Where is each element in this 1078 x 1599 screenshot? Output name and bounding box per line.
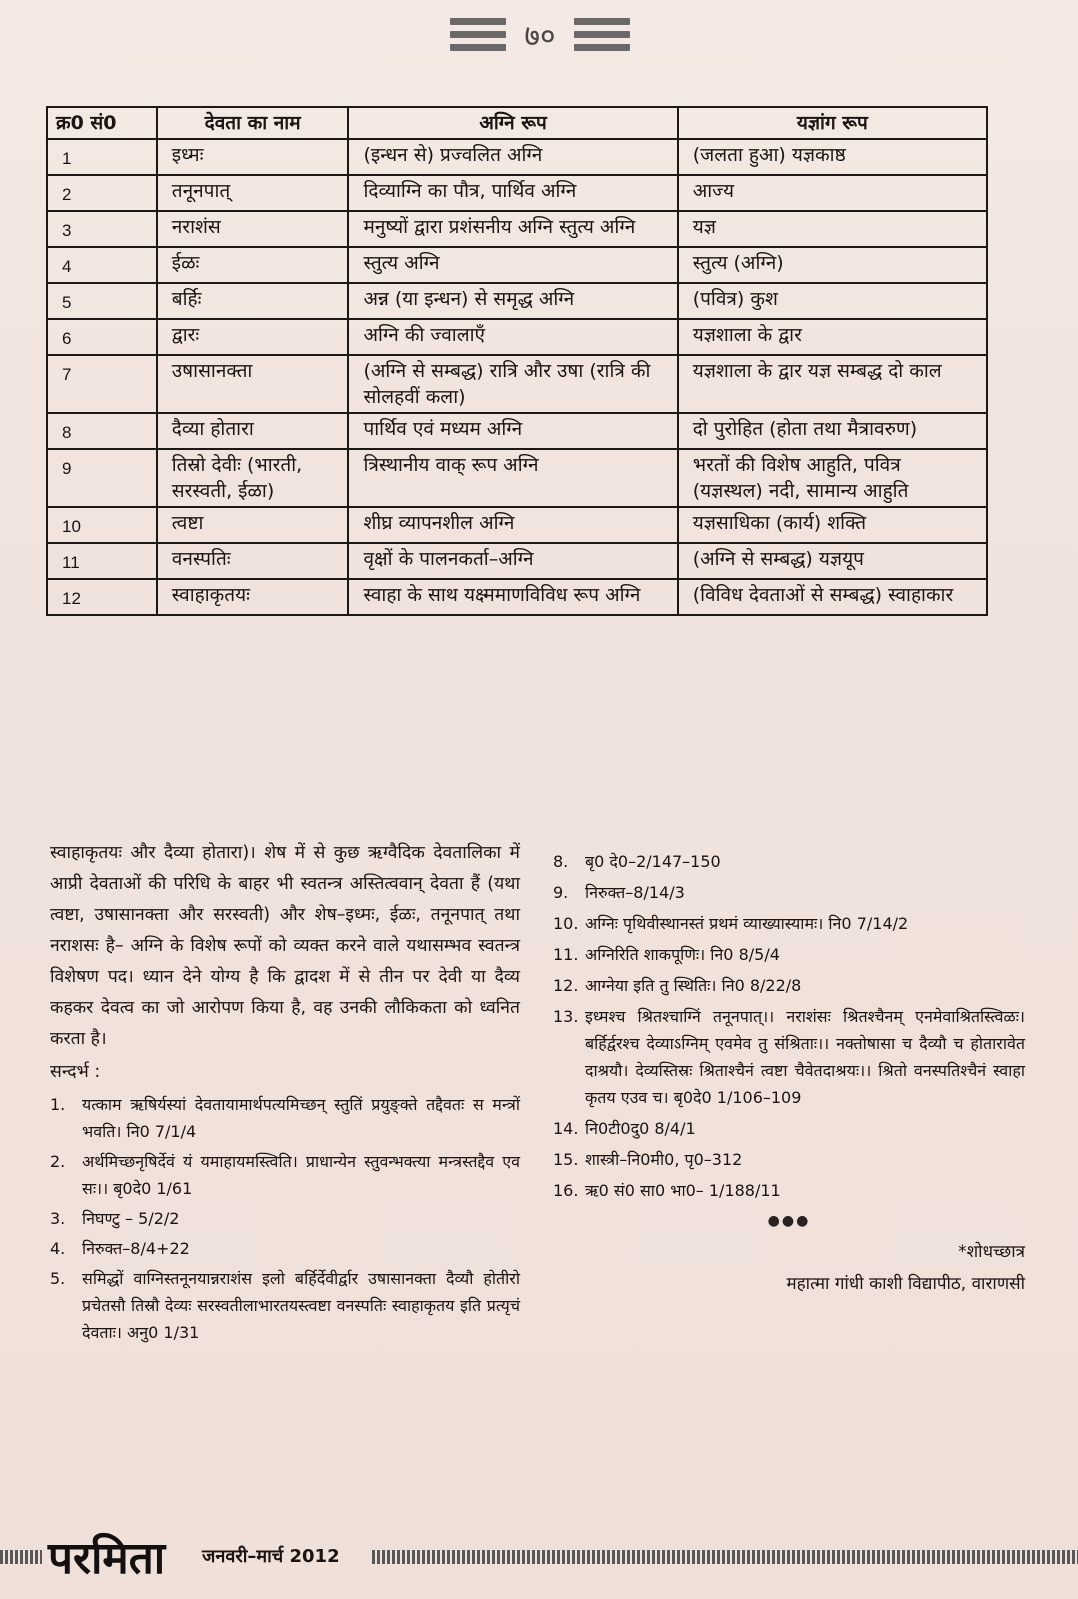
cell-yajna-form: (विविध देवताओं से सम्बद्ध) स्वाहाकार <box>678 579 987 615</box>
reference-number: 14. <box>553 1119 579 1138</box>
cell-serial: 12 <box>47 579 157 615</box>
left-column <box>50 838 520 1346</box>
references-list-right <box>553 848 1025 1204</box>
cell-fire-form: स्तुत्य अग्नि <box>348 247 677 283</box>
reference-text: ऋ0 सं0 सा0 भा0– 1/188/11 <box>585 1181 781 1200</box>
reference-item <box>553 1115 1025 1142</box>
cell-serial: 9 <box>47 449 157 507</box>
table-row <box>47 507 987 543</box>
cell-deity-name: नराशंस <box>157 211 349 247</box>
cell-fire-form: वृक्षों के पालनकर्ता–अग्नि <box>348 543 677 579</box>
cell-fire-form: स्वाहा के साथ यक्ष्ममाणविविध रूप अग्नि <box>348 579 677 615</box>
reference-item <box>553 879 1025 906</box>
cell-yajna-form: यज्ञशाला के द्वार <box>678 319 987 355</box>
table-row <box>47 413 987 449</box>
table-row <box>47 579 987 615</box>
header-deity-name: देवता का नाम <box>157 107 349 139</box>
cell-serial: 11 <box>47 543 157 579</box>
header-serial: क्र0 सं0 <box>47 107 157 139</box>
table-row <box>47 175 987 211</box>
reference-number: 2. <box>50 1152 66 1171</box>
reference-item <box>50 1235 520 1262</box>
table-row <box>47 319 987 355</box>
cell-deity-name: त्वष्टा <box>157 507 349 543</box>
cell-fire-form: (इन्धन से) प्रज्वलित अग्नि <box>348 139 677 175</box>
reference-item <box>553 1003 1025 1111</box>
cell-fire-form: अग्नि की ज्वालाएँ <box>348 319 677 355</box>
cell-deity-name: ईळः <box>157 247 349 283</box>
reference-text: निघण्टु – 5/2/2 <box>82 1209 180 1228</box>
reference-number: 15. <box>553 1150 579 1169</box>
cell-fire-form: अन्न (या इन्धन) से समृद्ध अग्नि <box>348 283 677 319</box>
header-fire-form: अग्नि रूप <box>348 107 677 139</box>
table-row <box>47 355 987 413</box>
cell-serial: 1 <box>47 139 157 175</box>
reference-text: नि0टी0दु0 8/4/1 <box>585 1119 696 1138</box>
section-end-ornament: ●●● <box>767 1213 811 1229</box>
reference-text: निरुक्त–8/14/3 <box>585 883 685 902</box>
cell-deity-name: तनूनपात् <box>157 175 349 211</box>
cell-deity-name: वनस्पतिः <box>157 543 349 579</box>
cell-deity-name: द्वारः <box>157 319 349 355</box>
reference-item <box>50 1205 520 1232</box>
reference-text: शास्त्री–नि0मी0, पृ0–312 <box>585 1150 743 1169</box>
cell-fire-form: मनुष्यों द्वारा प्रशंसनीय अग्नि स्तुत्य अग्नि <box>348 211 677 247</box>
reference-text: इध्मश्च श्रितश्चाग्निं तनूनपात्।। नराशंसः श्रितश्चैनम् एनमेवाश्रितस्त्विळः। बर्हिर्द्वरश्च देव्याऽग्निम् एवमेव तु संश्रिताः।। नक्तोषासा च दैव्यौ च होतारावेत दाश्रयौ। देव्यस्तिस्रः श्रिताश्चैनं त्वष्टा चैवेतदाश्रयः।। श्रितो वनस्पतिश्चैनं स्वाहा कृतय एउव च। बृ0दे0 1/106–109 <box>585 1007 1025 1107</box>
reference-number: 11. <box>553 945 579 964</box>
cell-yajna-form: (जलता हुआ) यज्ञकाष्ठ <box>678 139 987 175</box>
reference-item <box>553 972 1025 999</box>
reference-number: 1. <box>50 1095 66 1114</box>
cell-deity-name: दैव्या होतारा <box>157 413 349 449</box>
cell-yajna-form: भरतों की विशेष आहुति, पवित्र (यज्ञस्थल) नदी, सामान्य आहुति <box>678 449 987 507</box>
cell-deity-name: स्वाहाकृतयः <box>157 579 349 615</box>
page-header <box>440 6 640 76</box>
reference-number: 10. <box>553 914 579 933</box>
header-ornament-left <box>450 18 506 64</box>
cell-fire-form: (अग्नि से सम्बद्ध) रात्रि और उषा (रात्रि की सोलहवीं कला) <box>348 355 677 413</box>
cell-yajna-form: (अग्नि से सम्बद्ध) यज्ञयूप <box>678 543 987 579</box>
reference-text: निरुक्त–8/4+22 <box>82 1239 190 1258</box>
reference-item <box>553 1146 1025 1173</box>
cell-deity-name: बर्हिः <box>157 283 349 319</box>
author-designation: *शोधच्छात्र <box>958 1242 1025 1262</box>
reference-item <box>553 910 1025 937</box>
table-row <box>47 139 987 175</box>
page-number: ७० <box>524 19 556 54</box>
footer-stripe-left <box>0 1550 42 1564</box>
table-header-row <box>47 107 987 139</box>
reference-text: यत्काम ऋषिर्यस्यां देवतायामार्थपत्यमिच्छन् स्तुतिं प्रयुङ्क्ते तद्दैवतः स मन्त्रों भवति। नि0 7/1/4 <box>82 1095 520 1141</box>
cell-yajna-form: दो पुरोहित (होता तथा मैत्रावरुण) <box>678 413 987 449</box>
reference-item <box>553 1177 1025 1204</box>
cell-fire-form: त्रिस्थानीय वाक् रूप अग्नि <box>348 449 677 507</box>
cell-yajna-form: यज्ञ <box>678 211 987 247</box>
cell-yajna-form: यज्ञसाधिका (कार्य) शक्ति <box>678 507 987 543</box>
reference-text: बृ0 दे0–2/147–150 <box>585 852 721 871</box>
reference-text: समिद्धों वाग्निस्तनूनयान्नराशंस इलो बर्हिर्देवीर्द्वार उषासानक्ता दैव्यौ होतीरो प्रचेतसौ तिस्रौ देव्यः सरस्वतीलाभारतयस्त्वष्टा वनस्पतिः स्वाहाकृतय इति प्रत्यृचं देवताः। अनु0 1/31 <box>82 1269 520 1342</box>
cell-serial: 4 <box>47 247 157 283</box>
reference-number: 9. <box>553 883 569 902</box>
table-row <box>47 543 987 579</box>
cell-fire-form: दिव्याग्नि का पौत्र, पार्थिव अग्नि <box>348 175 677 211</box>
page-footer <box>0 1524 1078 1584</box>
cell-serial: 10 <box>47 507 157 543</box>
references-heading: सन्दर्भ : <box>50 1062 101 1082</box>
header-ornament-right <box>574 18 630 64</box>
header-yajna-form: यज्ञांग रूप <box>678 107 987 139</box>
cell-deity-name: तिस्रो देवीः (भारती, सरस्वती, ईळा) <box>157 449 349 507</box>
issue-date: जनवरी–मार्च 2012 <box>202 1546 340 1567</box>
table-row <box>47 449 987 507</box>
reference-item <box>553 848 1025 875</box>
reference-item <box>50 1091 520 1145</box>
cell-serial: 8 <box>47 413 157 449</box>
table-row <box>47 247 987 283</box>
cell-fire-form: पार्थिव एवं मध्यम अग्नि <box>348 413 677 449</box>
magazine-logo: परमिता <box>48 1533 166 1584</box>
author-institution: महात्मा गांधी काशी विद्यापीठ, वाराणसी <box>786 1274 1025 1294</box>
right-column <box>553 844 1025 1299</box>
reference-item <box>50 1265 520 1346</box>
reference-number: 16. <box>553 1181 579 1200</box>
reference-number: 13. <box>553 1007 579 1026</box>
reference-item <box>50 1148 520 1202</box>
cell-yajna-form: स्तुत्य (अग्नि) <box>678 247 987 283</box>
cell-serial: 6 <box>47 319 157 355</box>
table-row <box>47 211 987 247</box>
cell-fire-form: शीघ्र व्यापनशील अग्नि <box>348 507 677 543</box>
body-paragraph: स्वाहाकृतयः और दैव्या होतारा)। शेष में से कुछ ऋग्वैदिक देवतालिका में आप्री देवताओं की परिधि के बाहर भी स्वतन्त्र अस्तित्ववान् देवता हैं (यथा त्वष्टा, उषासानक्ता और सरस्वती) और शेष–इध्मः, ईळः, तनूनपात् तथा नराशसः है– अग्नि के विशेष रूपों को व्यक्त करने वाले यथासम्भव स्वतन्त्र विशेषण पद। ध्यान देने योग्य है कि द्वादश में से तीन पर देवी या दैव्य कहकर देवत्व का जो आरोपण किया है, वह उनकी लौकिकता को ध्वनित करता है। <box>50 843 520 1049</box>
cell-yajna-form: आज्य <box>678 175 987 211</box>
reference-number: 4. <box>50 1239 66 1258</box>
cell-serial: 5 <box>47 283 157 319</box>
table-row <box>47 283 987 319</box>
reference-number: 12. <box>553 976 579 995</box>
cell-serial: 2 <box>47 175 157 211</box>
reference-text: आग्नेया इति तु स्थितिः। नि0 8/22/8 <box>585 976 802 995</box>
references-list-left <box>50 1091 520 1346</box>
cell-yajna-form: (पवित्र) कुश <box>678 283 987 319</box>
reference-text: अग्निरिति शाकपूणिः। नि0 8/5/4 <box>585 945 780 964</box>
reference-item <box>553 941 1025 968</box>
reference-text: अर्थमिच्छनृषिर्देवं यं यमाहायमस्त्विति। प्राधान्येन स्तुवन्भक्त्या मन्त्रस्तद्दैव एव सः।। बृ0दे0 1/61 <box>82 1152 520 1198</box>
reference-number: 8. <box>553 852 569 871</box>
reference-number: 3. <box>50 1209 66 1228</box>
cell-deity-name: इध्मः <box>157 139 349 175</box>
reference-number: 5. <box>50 1269 66 1288</box>
cell-deity-name: उषासानक्ता <box>157 355 349 413</box>
cell-serial: 7 <box>47 355 157 413</box>
footer-stripe-right <box>372 1550 1078 1564</box>
cell-yajna-form: यज्ञशाला के द्वार यज्ञ सम्बद्ध दो काल <box>678 355 987 413</box>
cell-serial: 3 <box>47 211 157 247</box>
deity-table <box>46 106 988 616</box>
reference-text: अग्निः पृथिवीस्थानस्तं प्रथमं व्याख्यास्यामः। नि0 7/14/2 <box>585 914 909 933</box>
